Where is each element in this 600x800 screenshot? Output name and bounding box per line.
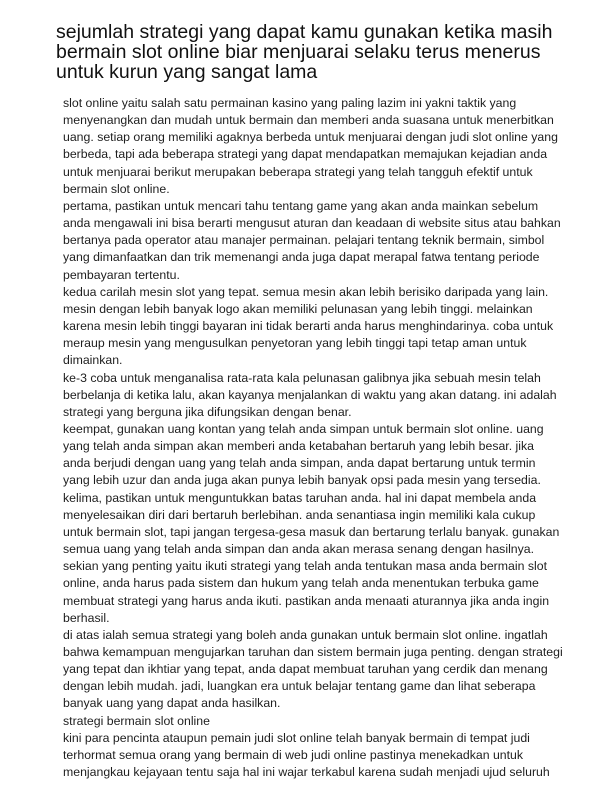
article-body (63, 95, 563, 781)
paragraph-fifth-strategy: kelima, pastikan untuk menguntukkan batas taruhan anda. hal ini dapat membela anda menyelesaikan diri dari bertaruh berlebihan. anda senantiasa ingin memiliki kala cukup untuk bermain slot, tapi jangan tergesa-gesa masuk dan bertarung terlalu banyak. gunakan semua uang yang telah anda simpan dan anda akan merasa senang dengan hasilnya. (63, 490, 560, 557)
paragraph-intro: slot online yaitu salah satu permainan kasino yang paling lazim ini yakni taktik yang menyenangkan dan mudah untuk bermain dan memberi anda suasana untuk menerbitkan uang. setiap orang memiliki agaknya berbeda untuk menjuarai dengan judi slot online yang berbeda, tapi ada beberapa strategi yang dapat mendapatkan memajukan kejadian anda untuk menjuarai berikut merupakan beberapa strategi yang telah tangguh efektif untuk bermain slot online. (63, 96, 558, 196)
paragraph-closing: kini para pencinta ataupun pemain judi slot online telah banyak bermain di tempat judi terhormat semua orang yang bermain di web judi online pastinya menekadkan untuk menjangkau kejayaan tentu saja hal ini wajar terkabul karena sudah menjadi ujud seluruh (63, 730, 550, 780)
paragraph-first-strategy: pertama, pastikan untuk mencari tahu tentang game yang akan anda mainkan sebelum anda mengawali ini bisa berarti mengusut aturan dan keadaan di website situs atau bahkan bertanya pada operator atau manajer permainan. pelajari tentang teknik bermain, simbol yang dimanfaatkan dan trik memenangi anda juga dapat merapal fatwa tentang periode pembayaran tertentu. (63, 198, 561, 282)
article-title: sejumlah strategi yang dapat kamu gunakan ketika masih bermain slot online biar menjuarai selaku terus menerus untuk kurun yang sangat lama (56, 21, 553, 83)
paragraph-fourth-strategy: keempat, gunakan uang kontan yang telah anda simpan untuk bermain slot online. uang yang telah anda simpan akan memberi anda ketabahan bertaruh yang lebih besar. jika anda berjudi dengan uang yang telah anda simpan, anda dapat bertarung untuk termin yang lebih uzur dan anda juga akan punya lebih banyak opsi pada mesin yang tersedia. (63, 421, 544, 488)
paragraph-second-strategy: kedua carilah mesin slot yang tepat. semua mesin akan lebih berisiko daripada yang lain. mesin dengan lebih banyak logo akan memiliki pelunasan yang lebih tinggi. melainkan karena mesin lebih tinggi bayaran ini tidak berarti anda harus menghindarinya. coba untuk meraup mesin yang mengusulkan penyetoran yang lebih tinggi tapi tetap aman untuk dimainkan. (63, 284, 554, 368)
paragraph-summary: di atas ialah semua strategi yang boleh anda gunakan untuk bermain slot online. ingatlah bahwa kemampuan mengujarkan taruhan dan sistem bermain juga penting. dengan strategi yang tepat dan ikhtiar yang tepat, anda dapat membuat taruhan yang cerdik dan menang dengan lebih mudah. jadi, luangkan era untuk belajar tentang game dan lihat seberapa banyak uang yang dapat anda hasilkan. (63, 627, 563, 711)
paragraph-follow-strategy: sekian yang penting yaitu ikuti strategi yang telah anda tentukan masa anda bermain slot online, anda harus pada sistem dan hukum yang telah anda menentukan terbuka game membuat strategi yang harus anda ikuti. pastikan anda menaati aturannya jika anda ingin berhasil. (63, 559, 550, 625)
paragraph-third-strategy: ke-3 coba untuk menganalisa rata-rata kala pelunasan galibnya jika sebuah mesin telah berbelanja di ketika lalu, akan kayanya menjalankan di waktu yang akan datang. ini adalah strategi yang berguna jika difungsikan dengan benar. (63, 370, 557, 419)
section-heading: strategi bermain slot online (63, 713, 210, 728)
